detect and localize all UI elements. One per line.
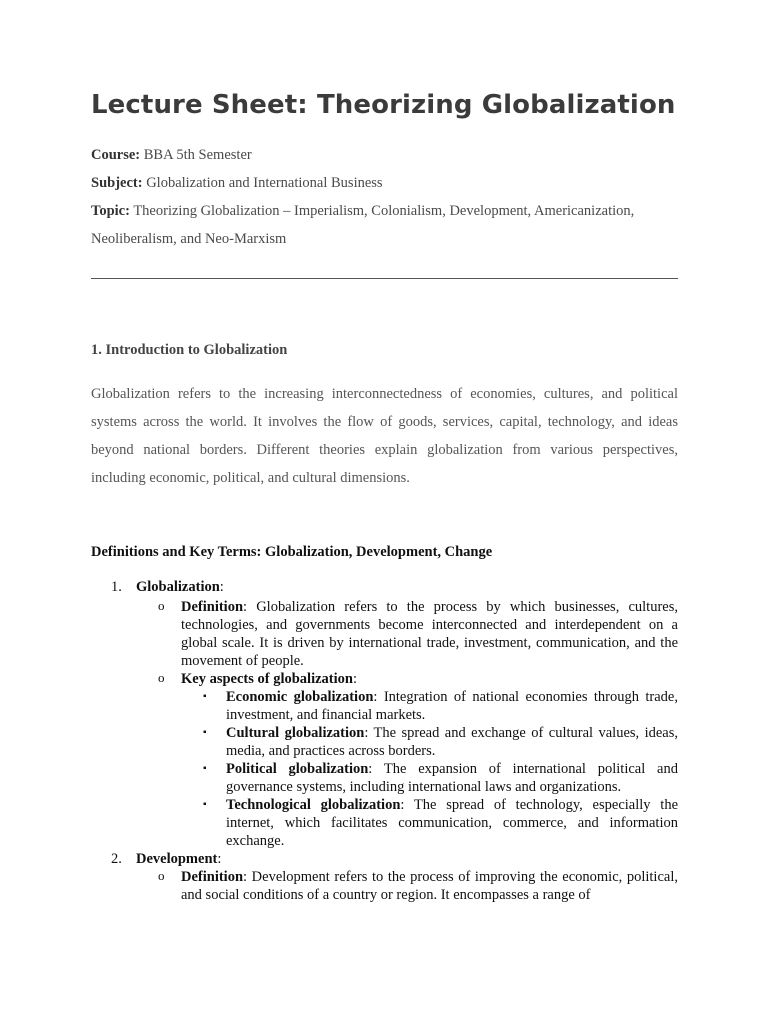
section-heading-introduction: 1. Introduction to Globalization <box>91 342 288 358</box>
topic-line <box>91 203 678 220</box>
aspect-text: : The spread of technology, especially the internet, which facilitates communication, commerce, and information exchange. <box>226 797 679 849</box>
course-value: BBA 5th Semester <box>143 147 252 163</box>
aspect-term: Economic globalization <box>226 689 374 705</box>
aspect-term: Technological globalization <box>226 797 401 813</box>
aspect-political <box>91 760 678 796</box>
subject-label: Subject: <box>91 175 143 191</box>
definition-item-globalization <box>91 598 678 670</box>
circle-bullet-icon: o <box>158 670 165 685</box>
square-bullet-icon: ▪ <box>203 727 207 738</box>
list-item-development <box>91 850 678 868</box>
aspect-term: Cultural globalization <box>226 725 365 741</box>
aspect-term: Political globalization <box>226 761 369 777</box>
aspect-economic <box>91 688 678 724</box>
horizontal-divider <box>91 278 678 279</box>
topic-label: Topic: <box>91 203 130 219</box>
colon: : <box>217 851 222 867</box>
definitions-heading: Definitions and Key Terms: Globalization, Development, Change <box>91 544 493 560</box>
definition-text: : Development refers to the process of improving the economic, political, and social conditions of a country or region. It encompasses a range of <box>181 869 678 903</box>
aspect-text: : The spread and exchange of cultural values, ideas, media, and practices across borders. <box>226 725 678 759</box>
square-bullet-icon: ▪ <box>203 691 207 702</box>
aspect-text: : The expansion of international political and governance systems, including international laws and organizations. <box>226 761 678 795</box>
list-item-globalization <box>91 578 678 596</box>
circle-bullet-icon: o <box>158 868 165 883</box>
colon: : <box>219 579 224 595</box>
circle-bullet-icon: o <box>158 598 165 613</box>
definition-item-development <box>91 868 678 904</box>
square-bullet-icon: ▪ <box>203 763 207 774</box>
term-development: Development <box>136 851 218 867</box>
subject-value: Globalization and International Business <box>146 175 383 191</box>
list-number: 1. <box>111 579 122 595</box>
colon: : <box>352 671 358 687</box>
definition-label: Definition <box>181 599 244 615</box>
square-bullet-icon: ▪ <box>203 799 207 810</box>
term-globalization: Globalization <box>136 579 220 595</box>
aspect-technological <box>91 796 678 850</box>
topic-value-continued: Neoliberalism, and Neo-Marxism <box>91 231 287 247</box>
definition-label: Definition <box>181 869 244 885</box>
topic-line-continued <box>91 231 678 248</box>
aspect-text: : Integration of national economies through trade, investment, and financial markets. <box>226 689 678 723</box>
key-aspects-label: Key aspects of globalization <box>181 671 353 687</box>
page-title: Lecture Sheet: Theorizing Globalization <box>91 90 676 120</box>
definitions-list <box>91 578 678 904</box>
course-label: Course: <box>91 147 141 163</box>
topic-value: Theorizing Globalization – Imperialism, Colonialism, Development, Americanization, <box>133 203 635 219</box>
key-aspects-item <box>91 670 678 688</box>
course-line <box>91 147 678 164</box>
list-number: 2. <box>111 851 122 867</box>
introduction-paragraph: Globalization refers to the increasing interconnectedness of economies, cultures, and political systems across the world. It involves the flow of goods, services, capital, technology, and ideas beyond national borders. Different theories explain globalization from various perspectives, including economic, political, and cultural dimensions. <box>91 386 678 486</box>
definition-text: : Globalization refers to the process by which businesses, cultures, technologies, and governments become interconnected and interdependent on a global scale. It is driven by international trade, investment, communication, and the movement of people. <box>181 599 678 669</box>
subject-line <box>91 175 678 192</box>
aspect-cultural <box>91 724 678 760</box>
